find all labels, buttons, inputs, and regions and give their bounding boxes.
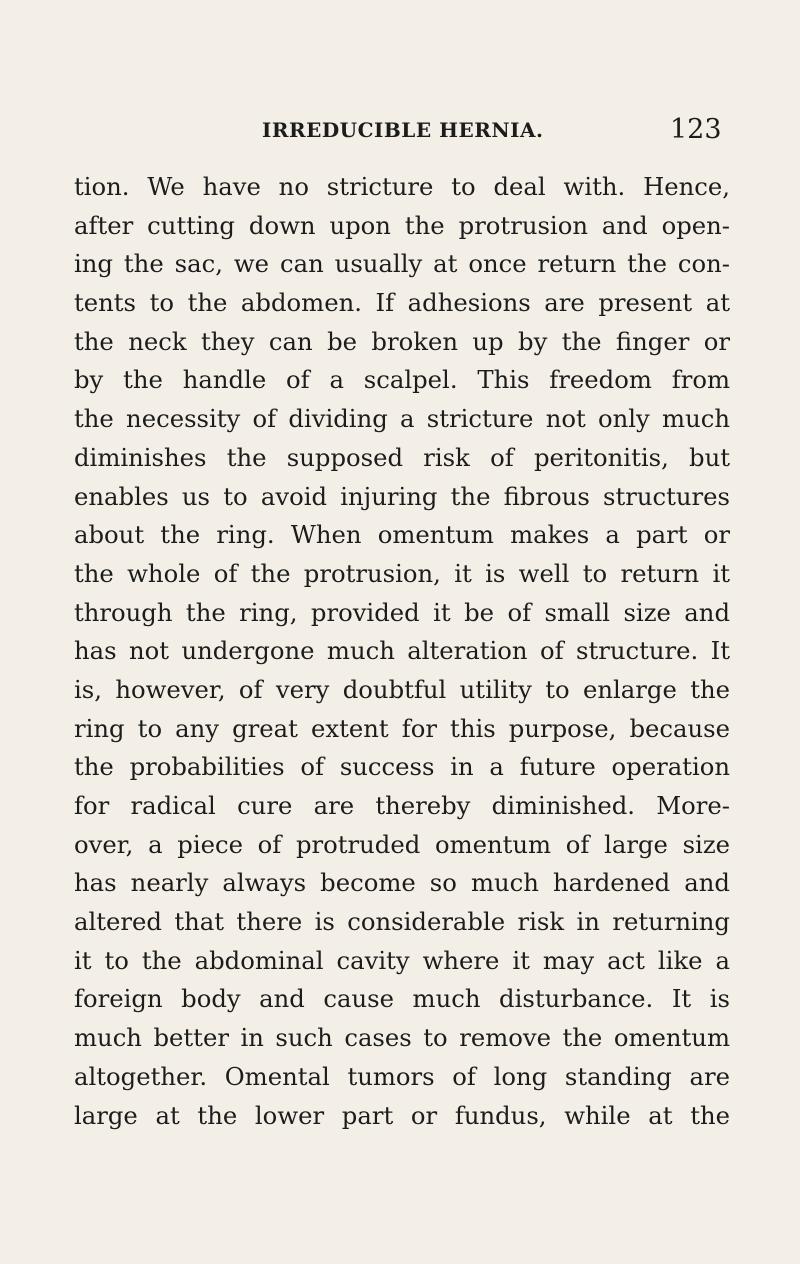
page-number: 123 [670, 114, 722, 145]
text-line: is, however, of very doubtful utility to enlarge the [74, 674, 730, 704]
text-line: the necessity of dividing a stricture not only much [74, 404, 730, 434]
text-line: the probabilities of success in a future operation [74, 752, 730, 782]
text-line: the whole of the protrusion, it is well to return it [74, 558, 730, 588]
text-line: for radical cure are thereby diminished. More- [74, 791, 730, 820]
body-paragraph [74, 168, 730, 1135]
text-line: has not undergone much alteration of structure. It [74, 636, 730, 666]
running-head [0, 114, 800, 146]
text-line: tents to the abdomen. If adhesions are present at [74, 288, 730, 318]
text-line: about the ring. When omentum makes a part or [74, 520, 730, 550]
text-line: altered that there is considerable risk in returning [74, 907, 730, 937]
text-line: over, a piece of protruded omentum of large size [74, 829, 730, 859]
text-line: ring to any great extent for this purpose, because [74, 713, 730, 743]
text-line: it to the abdominal cavity where it may act like a [74, 945, 730, 975]
text-line: after cutting down upon the protrusion and open- [74, 210, 730, 240]
text-line: large at the lower part or fundus, while at the [74, 1100, 730, 1130]
text-line: much better in such cases to remove the omentum [74, 1023, 730, 1053]
text-line: diminishes the supposed risk of peritonitis, but [74, 442, 730, 472]
running-head-title: IRREDUCIBLE HERNIA. [262, 118, 544, 142]
text-line: altogether. Omental tumors of long standing are [74, 1061, 730, 1091]
text-line: enables us to avoid injuring the fibrous structures [74, 481, 730, 511]
text-line: through the ring, provided it be of small size and [74, 597, 730, 627]
text-line: has nearly always become so much hardened and [74, 868, 730, 898]
text-line: the neck they can be broken up by the finger or [74, 326, 730, 356]
text-line: by the handle of a scalpel. This freedom from [74, 365, 730, 395]
text-line: ing the sac, we can usually at once return the con- [74, 249, 730, 279]
text-line: foreign body and cause much disturbance. It is [74, 984, 730, 1014]
text-line: tion. We have no stricture to deal with. Hence, [74, 172, 730, 201]
